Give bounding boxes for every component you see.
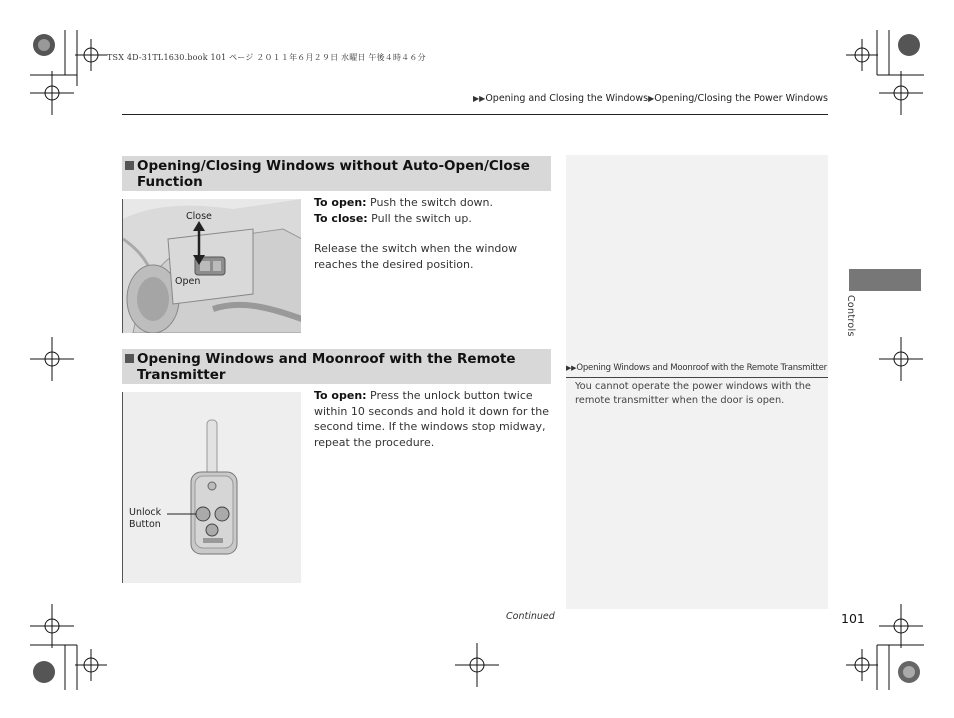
unlock-button-label: Unlock Button xyxy=(129,507,162,530)
square-bullet-icon xyxy=(125,161,134,170)
header-rule xyxy=(122,114,828,115)
breadcrumb-link-power-windows[interactable]: Opening/Closing the Power Windows xyxy=(654,93,828,104)
note-rule xyxy=(566,377,828,378)
open-label: Open xyxy=(175,276,201,287)
square-bullet-icon xyxy=(125,354,134,363)
chapter-label: Controls xyxy=(845,295,856,337)
key-fob-drawing xyxy=(123,392,301,583)
chapter-tab[interactable] xyxy=(849,269,921,291)
page-number: 101 xyxy=(841,611,865,626)
note-text: You cannot operate the power windows with the remote transmitter when the door is open. xyxy=(575,381,811,406)
section2-heading: Opening Windows and Moonroof with the Remote Transmitter xyxy=(122,349,551,384)
double-arrow-icon: ▶▶ xyxy=(473,94,486,103)
to-close-text: Pull the switch up. xyxy=(367,211,472,225)
door-panel-drawing xyxy=(123,199,301,333)
to-open-text: Push the switch down. xyxy=(366,196,494,209)
window-switch-illustration xyxy=(122,199,301,333)
remote-transmitter-illustration xyxy=(122,392,301,583)
note-heading[interactable]: ▶▶Opening Windows and Moonroof with the Remote Transmitter xyxy=(566,363,827,373)
printer-info: TSX 4D-31TL1630.book 101 ページ ２０１１年６月２９日 水曜日 午後４時４６分 xyxy=(107,53,426,62)
note-arrow-icon: ▶▶ xyxy=(566,364,577,372)
breadcrumb xyxy=(473,93,828,104)
section2-text xyxy=(314,388,552,450)
section1-text xyxy=(314,195,554,272)
to-open-label: To open: xyxy=(314,389,367,402)
release-text: Release the switch when the window reaches the desired position. xyxy=(314,242,518,271)
to-close-label: To close: xyxy=(314,211,368,225)
section1-heading: Opening/Closing Windows without Auto-Open/Close Function xyxy=(122,156,551,191)
to-open-label: To open: xyxy=(314,196,367,209)
close-label: Close xyxy=(186,211,212,222)
arrow-icon: ▶ xyxy=(648,94,655,103)
to-open-text: Press the unlock button twice within 10 seconds and hold it down for the second time. If the windows stop midway, repeat the procedure. xyxy=(314,389,549,449)
breadcrumb-link-windows[interactable]: Opening and Closing the Windows xyxy=(485,93,649,104)
continued-label: Continued xyxy=(506,611,555,622)
